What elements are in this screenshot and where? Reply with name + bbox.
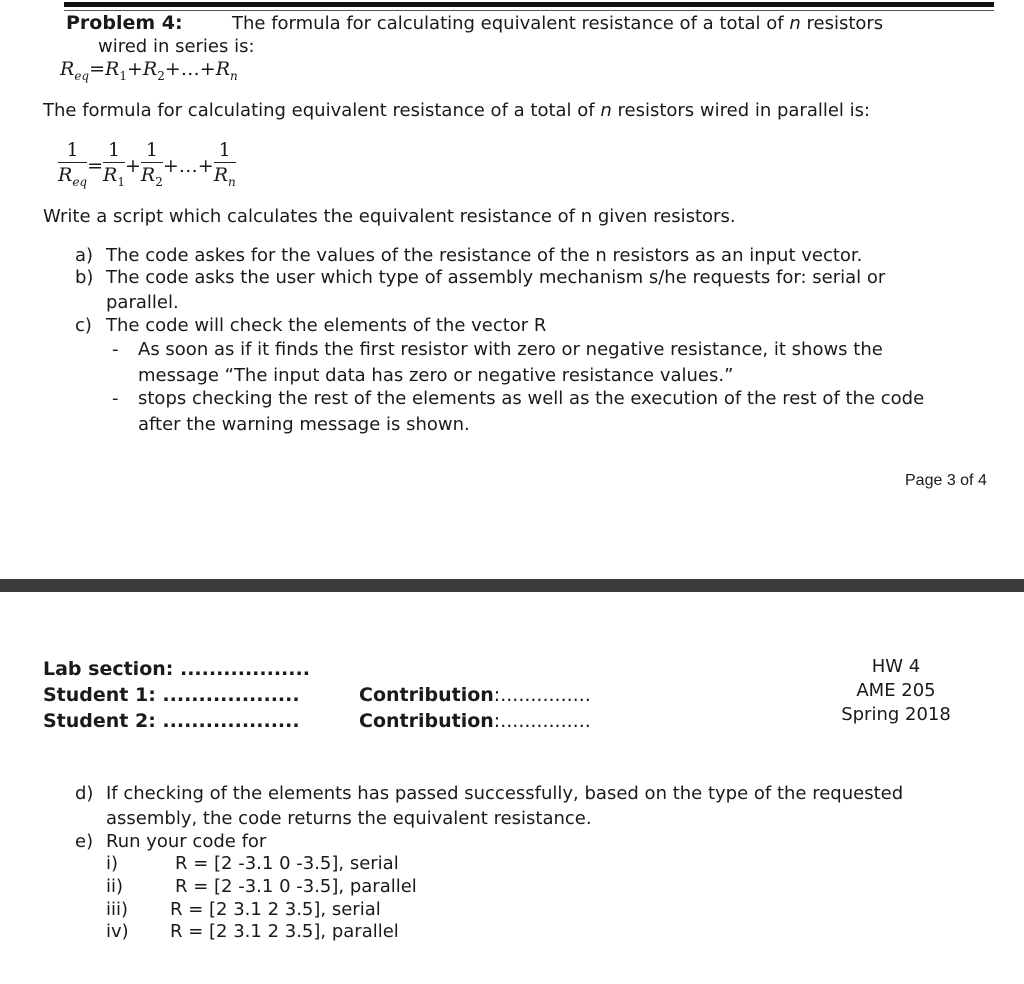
item-d-text-2: assembly, the code returns the equivalent resistance. (106, 808, 592, 829)
series-intro: The formula for calculating equivalent resistance of a total of n resistors (232, 13, 884, 34)
run-iv-text: R = [2 3.1 2 3.5], parallel (170, 921, 399, 942)
top-rule (64, 2, 994, 7)
run-ii-text: R = [2 -3.1 0 -3.5], parallel (175, 876, 417, 897)
lab-section-field: Lab section: .................. (43, 658, 310, 680)
subitem-1-text-2: message “The input data has zero or negative resistance values.” (138, 365, 734, 386)
series-intro-line2: wired in series is: (98, 36, 255, 57)
item-marker: c) (75, 315, 92, 336)
subitem-1-text: As soon as if it finds the first resistor with zero or negative resistance, it shows the (138, 339, 883, 360)
item-e-text: Run your code for (106, 831, 267, 852)
item-marker: d) (75, 783, 94, 804)
hw-number: HW 4 (871, 656, 921, 677)
run-marker: i) (106, 853, 119, 874)
parallel-formula: $\frac{1}{R_{eq}}$ = $\frac{1}{R_1}$ + $\frac{1}{R_2}$ +…+ $\frac{1}{R_n}$ (58, 139, 236, 189)
run-marker: iv) (106, 921, 129, 942)
run-iii-text: R = [2 3.1 2 3.5], serial (170, 899, 381, 920)
contribution-2-field: Contribution:............... (359, 710, 591, 732)
subitem-2-text-2: after the warning message is shown. (138, 414, 470, 435)
term: Spring 2018 (841, 704, 951, 725)
item-b-text-2: parallel. (106, 292, 179, 313)
top-rule-thin (64, 10, 994, 11)
item-marker: a) (75, 245, 94, 266)
subitem-2-text: stops checking the rest of the elements as well as the execution of the rest of the code (138, 388, 925, 409)
student-2-field: Student 2: ................... (43, 710, 300, 732)
item-marker: b) (75, 267, 94, 288)
page-number: Page 3 of 4 (905, 472, 987, 489)
run-marker: ii) (106, 876, 124, 897)
item-b-text: The code asks the user which type of assembly mechanism s/he requests for: serial or (106, 267, 886, 288)
task-statement: Write a script which calculates the equivalent resistance of n given resistors. (43, 206, 736, 227)
item-d-text: If checking of the elements has passed successfully, based on the type of the requested (106, 783, 904, 804)
student-1-field: Student 1: ................... (43, 684, 300, 706)
contribution-1-field: Contribution:............... (359, 684, 591, 706)
parallel-intro: The formula for calculating equivalent resistance of a total of n resistors wired in parallel is: (43, 100, 871, 121)
item-a-text: The code askes for the values of the resistance of the n resistors as an input vector. (106, 245, 863, 266)
run-i-text: R = [2 -3.1 0 -3.5], serial (175, 853, 399, 874)
series-formula: $R_{eq}=R_1+R_2+\dots+R_n$ (60, 58, 238, 83)
item-marker: e) (75, 831, 94, 852)
subitem-marker: - (112, 339, 119, 360)
subitem-marker: - (112, 388, 119, 409)
course-code: AME 205 (856, 680, 936, 701)
problem-label: Problem 4: (66, 12, 183, 34)
item-c-text: The code will check the elements of the vector R (106, 315, 547, 336)
run-marker: iii) (106, 899, 129, 920)
page-divider (0, 579, 1024, 592)
